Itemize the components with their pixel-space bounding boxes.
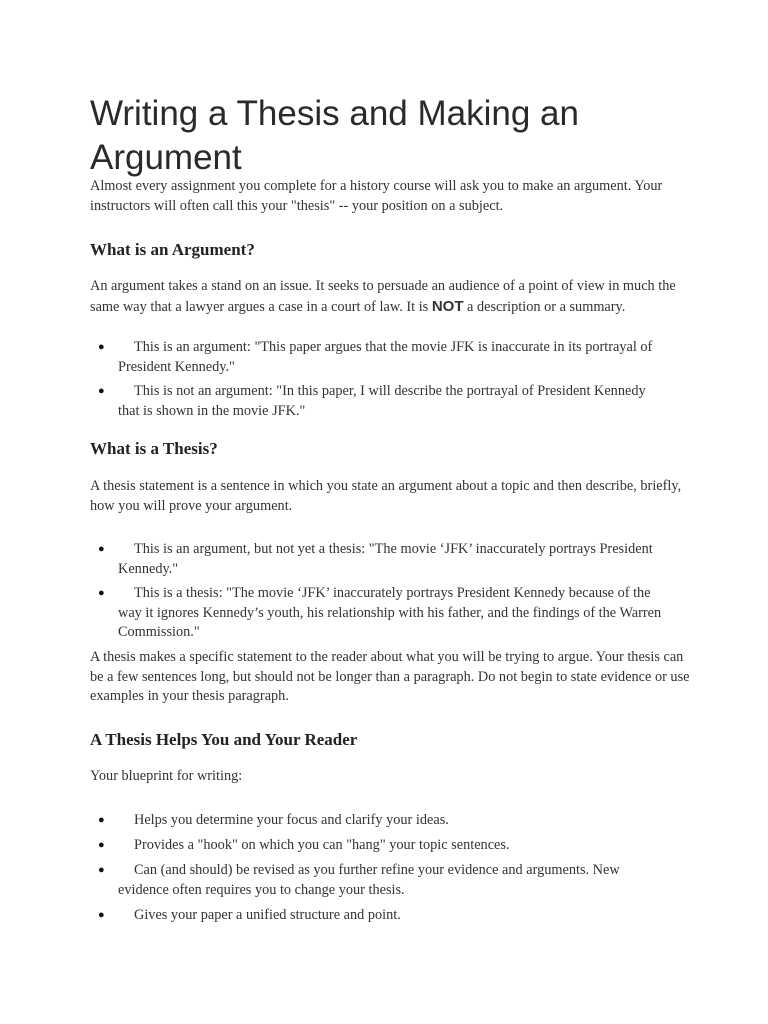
- list-item-text: This is not an argument: "In this paper, I will describe the portrayal of President Kennedy that is shown in the movie JFK.": [118, 383, 646, 419]
- list-item-text: Can (and should) be revised as you further refine your evidence and arguments. New evidence often requires you to change your thesis.: [118, 862, 620, 898]
- argument-heading: What is an Argument?: [90, 240, 255, 259]
- list-item: [90, 540, 670, 579]
- bullet-icon: ●: [98, 814, 105, 826]
- list-item-text: This is a thesis: "The movie ‘JFK’ inaccurately portrays President Kennedy because of the way it ignores Kennedy’s youth, his relationship with his father, and the findings of the Warren Commission.": [118, 585, 662, 641]
- list-item-text: Provides a "hook" on which you can "hang" your topic sentences.: [134, 837, 510, 853]
- page-title: Writing a Thesis and Making an Argument: [90, 94, 579, 177]
- helps-paragraph: Your blueprint for writing:: [90, 768, 243, 784]
- list-item: [90, 382, 670, 421]
- list-item: [90, 584, 670, 643]
- list-item-text: Helps you determine your focus and clarify your ideas.: [134, 812, 449, 828]
- thesis-paragraph: A thesis statement is a sentence in which you state an argument about a topic and then describe, briefly, how you will prove your argument.: [90, 478, 682, 514]
- argument-text-before: An argument takes a stand on an issue. It seeks to persuade an audience of a point of view in much the same way that a lawyer argues a case in a court of law. It is: [90, 278, 676, 315]
- intro-paragraph: Almost every assignment you complete for a history course will ask you to make an argument. Your instructors will often call this your "thesis" -- your position on a subject.: [90, 178, 663, 214]
- list-item-text: This is an argument: "This paper argues that the movie JFK is inaccurate in its portrayal of President Kennedy.": [118, 339, 653, 375]
- list-item: [90, 906, 670, 926]
- thesis-after-paragraph: A thesis makes a specific statement to the reader about what you will be trying to argue. Your thesis can be a few sentences long, but should not be longer than a paragraph. Do not begin to state evidence or use examples in your thesis paragraph.: [90, 649, 690, 705]
- bullet-icon: ●: [98, 864, 105, 876]
- list-item: [90, 338, 670, 377]
- thesis-heading: What is a Thesis?: [90, 439, 218, 458]
- argument-text-after: a description or a summary.: [463, 298, 626, 315]
- bullet-icon: ●: [98, 385, 105, 397]
- bullet-icon: ●: [98, 341, 105, 353]
- bullet-icon: ●: [98, 543, 105, 555]
- argument-paragraph: [90, 277, 690, 317]
- argument-emphasis: NOT: [431, 297, 464, 315]
- list-item: [90, 811, 670, 831]
- bullet-icon: ●: [98, 909, 105, 921]
- list-item-text: This is an argument, but not yet a thesis: "The movie ‘JFK’ inaccurately portrays President Kennedy.": [118, 541, 653, 577]
- bullet-icon: ●: [98, 587, 105, 599]
- bullet-icon: ●: [98, 839, 105, 851]
- list-item-text: Gives your paper a unified structure and point.: [134, 907, 401, 923]
- list-item: [90, 861, 670, 900]
- helps-heading: A Thesis Helps You and Your Reader: [90, 730, 358, 749]
- list-item: [90, 836, 670, 856]
